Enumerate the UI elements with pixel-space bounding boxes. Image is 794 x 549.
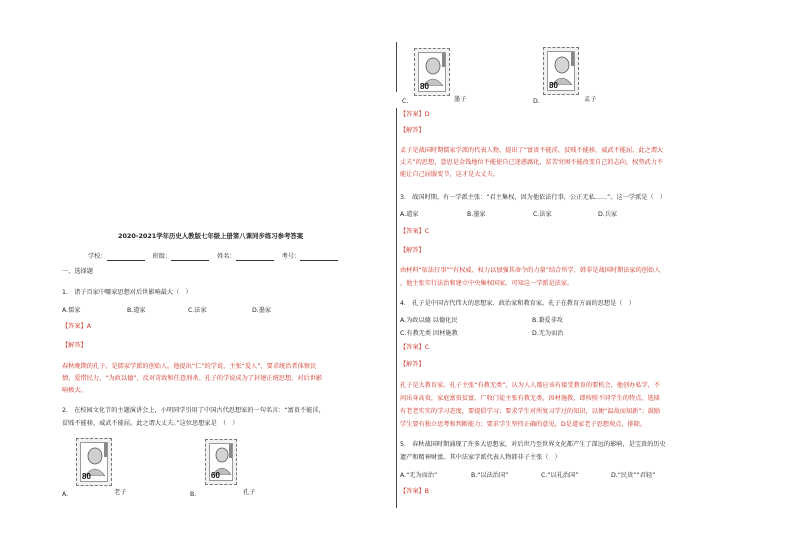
q1-option-a: A.儒家 xyxy=(62,307,81,314)
class-label: 班级： xyxy=(152,253,172,260)
q2-answer xyxy=(400,111,430,119)
q2-option-c-name: 墨子 xyxy=(454,96,467,103)
answer-tag: 【答案】 xyxy=(400,488,425,495)
q4-answer-value: C xyxy=(424,344,430,351)
q4-analysis-line: 问出身高贵，家庭富贵贫富，广收门徒主张有教无类，因材施教，即按照不同学生的特点，选择 xyxy=(400,395,660,402)
q2-option-c-letter: C. xyxy=(402,98,409,105)
answer-tag: 【答案】 xyxy=(400,111,425,118)
q5-option-c: C.“以礼治国” xyxy=(541,472,579,479)
q2-analysis-line: 能让自己屈服变节，这才是大丈夫。 xyxy=(400,171,499,178)
stamp-mozi xyxy=(414,48,450,96)
answer-tag: 【答案】 xyxy=(400,228,425,235)
q1-option-c: C.法家 xyxy=(188,307,207,314)
q4-option-b: B.兼爱非攻 xyxy=(532,317,563,324)
q3-answer xyxy=(400,228,429,236)
q2-option-a-letter: A. xyxy=(62,491,69,498)
q3-analysis-line: ，他主张实行法治和建立中央集权国家。可知这一学派是法家。 xyxy=(400,280,574,287)
q3-answer-value: C xyxy=(424,228,430,235)
school-blank[interactable] xyxy=(107,254,145,261)
q5-stem-line: 遗产和精神财富。其中法家学派代表人物韩非子主张（ ） xyxy=(400,454,561,461)
stamp-label xyxy=(571,52,574,66)
number-label: 考号： xyxy=(281,253,301,260)
q2-answer-value: D xyxy=(424,111,430,118)
stamp-value: 80 xyxy=(420,82,429,91)
q4-stem: 4. 孔子是中国古代伟大的思想家、政治家和教育家。孔子在教育方面的思想是（ ） xyxy=(400,300,635,307)
stamp-value: 60 xyxy=(211,471,220,480)
q1-answer-value: A xyxy=(86,323,91,330)
q1-analysis-line: 春秋晚期的孔子，是儒家学派的创始人。他提出“仁”的学说，主张“爱人”，要求统治者体察民 xyxy=(62,363,317,370)
q4-analysis-tag: 【解答】 xyxy=(400,361,425,368)
q2-stem-line: 2. 在校园文化节的主题演讲会上，小明同学引用了中国古代思想家的一句名言：“富贵不能淫， xyxy=(62,407,325,414)
stamp-mengzi xyxy=(543,47,579,95)
q5-option-d: D.“民贵”“君轻” xyxy=(611,472,656,479)
q3-stem: 3. 战国时期，有一学派主张：“君主集权，因为他依法行事，公正无私……”。这一学派是（ ） xyxy=(400,194,666,201)
q2-option-b-name: 孔子 xyxy=(243,489,256,496)
class-blank[interactable] xyxy=(171,254,209,261)
q1-option-b: B.道家 xyxy=(127,307,146,314)
q3-option-b: B.墨家 xyxy=(467,211,486,218)
document-title: 2020-2021学年历史人教版七年级上册第八课同步练习参考答案 xyxy=(118,232,304,240)
q4-option-a: A.为政以德 以德化民 xyxy=(400,317,458,324)
answer-tag: 【答案】 xyxy=(62,323,87,330)
q3-analysis-line: 由材料“依法行事”“有权威、权力以加强其命令的力量”结合所学，韩非是战国时期法家的创始人 xyxy=(400,267,661,274)
q5-option-a: A.“无为而治” xyxy=(400,472,438,479)
q5-answer xyxy=(400,488,429,496)
q1-analysis-tag: 【解答】 xyxy=(62,342,87,349)
name-blank[interactable] xyxy=(236,254,274,261)
q2-option-d-name: 孟子 xyxy=(584,96,597,103)
q4-analysis-line: 学生要有独立思考和判断能力；要求学生坚持正确的意见，D是道家老子思想观点，排除。 xyxy=(400,421,647,428)
section-heading: 一、选择题 xyxy=(62,268,93,275)
q3-option-d: D.兵家 xyxy=(598,211,618,218)
q2-option-d-letter: D. xyxy=(533,98,540,105)
name-label: 姓名： xyxy=(217,253,236,260)
q5-stem-line: 5. 春秋战国时期涌现了许多大思想家，对后世乃至世界文化都产生了深远的影响，是宝贵的历史 xyxy=(400,441,666,448)
q2-option-b-letter: B. xyxy=(190,491,197,498)
q1-option-d: D.墨家 xyxy=(252,307,272,314)
q4-analysis-line: 孔子是大教育家。孔子主张“有教无类”，认为人人都应该有接受教育的要机会，他创办私学，不 xyxy=(400,382,661,389)
q4-option-c: C.有教无类 因材施教 xyxy=(400,330,458,337)
q2-analysis-line: 孟子是战国时期儒家学派的代表人物，提出了“富贵不能淫，贫贱不能移，威武不能屈。此之谓大 xyxy=(400,147,664,154)
q2-analysis-tag: 【解答】 xyxy=(400,127,425,134)
stamp-label xyxy=(442,53,445,67)
q3-option-c: C.法家 xyxy=(533,211,552,218)
q1-analysis-line: 情，爱惜民力，“为政以德”，反对苛政和任意刑杀。孔子的学说成为了封建正统思想，对后世影 xyxy=(62,375,323,382)
q4-answer xyxy=(400,344,429,352)
q1-analysis-line: 响极大。 xyxy=(62,387,87,394)
stamp-label xyxy=(104,443,107,457)
q4-option-d: D.无为而治 xyxy=(532,330,564,337)
answer-tag: 【答案】 xyxy=(400,344,425,351)
page-divider xyxy=(396,108,397,508)
stamp-laozi xyxy=(76,438,112,486)
stamp-value: 80 xyxy=(82,472,91,481)
q5-answer-value: B xyxy=(424,488,429,495)
q3-analysis-tag: 【解答】 xyxy=(400,247,425,254)
q1-answer xyxy=(62,323,91,331)
stamp-value: 80 xyxy=(549,81,558,90)
student-info-row xyxy=(88,253,338,261)
number-blank[interactable] xyxy=(300,254,338,261)
q2-analysis-line: 丈夫”的思想，意思是金钱地位不能使自己迷惑腐化，贫苦穷困不能改变自己的志向，权势武力不 xyxy=(400,159,664,166)
q1-stem: 1. 诸子百家中哪家思想对后世影响最大（ ） xyxy=(62,289,192,296)
stamp-label xyxy=(229,444,232,458)
q4-analysis-line: 有老老实实的学习态度，要提倡学习；要求学生对所复习学过的知识，以便“温故而知新”；鼓励 xyxy=(400,408,661,415)
page-divider-top xyxy=(396,42,397,92)
q3-option-a: A.道家 xyxy=(400,211,419,218)
q2-stem-line: 贫贱不能移，威武不能屈。此之谓大丈夫。”这位思想家是 （ ） xyxy=(62,420,239,427)
q2-option-a-name: 老子 xyxy=(114,489,127,496)
school-label: 学校： xyxy=(88,253,107,260)
q5-option-b: B.“以法治国” xyxy=(471,472,509,479)
stamp-kongzi xyxy=(205,439,237,485)
